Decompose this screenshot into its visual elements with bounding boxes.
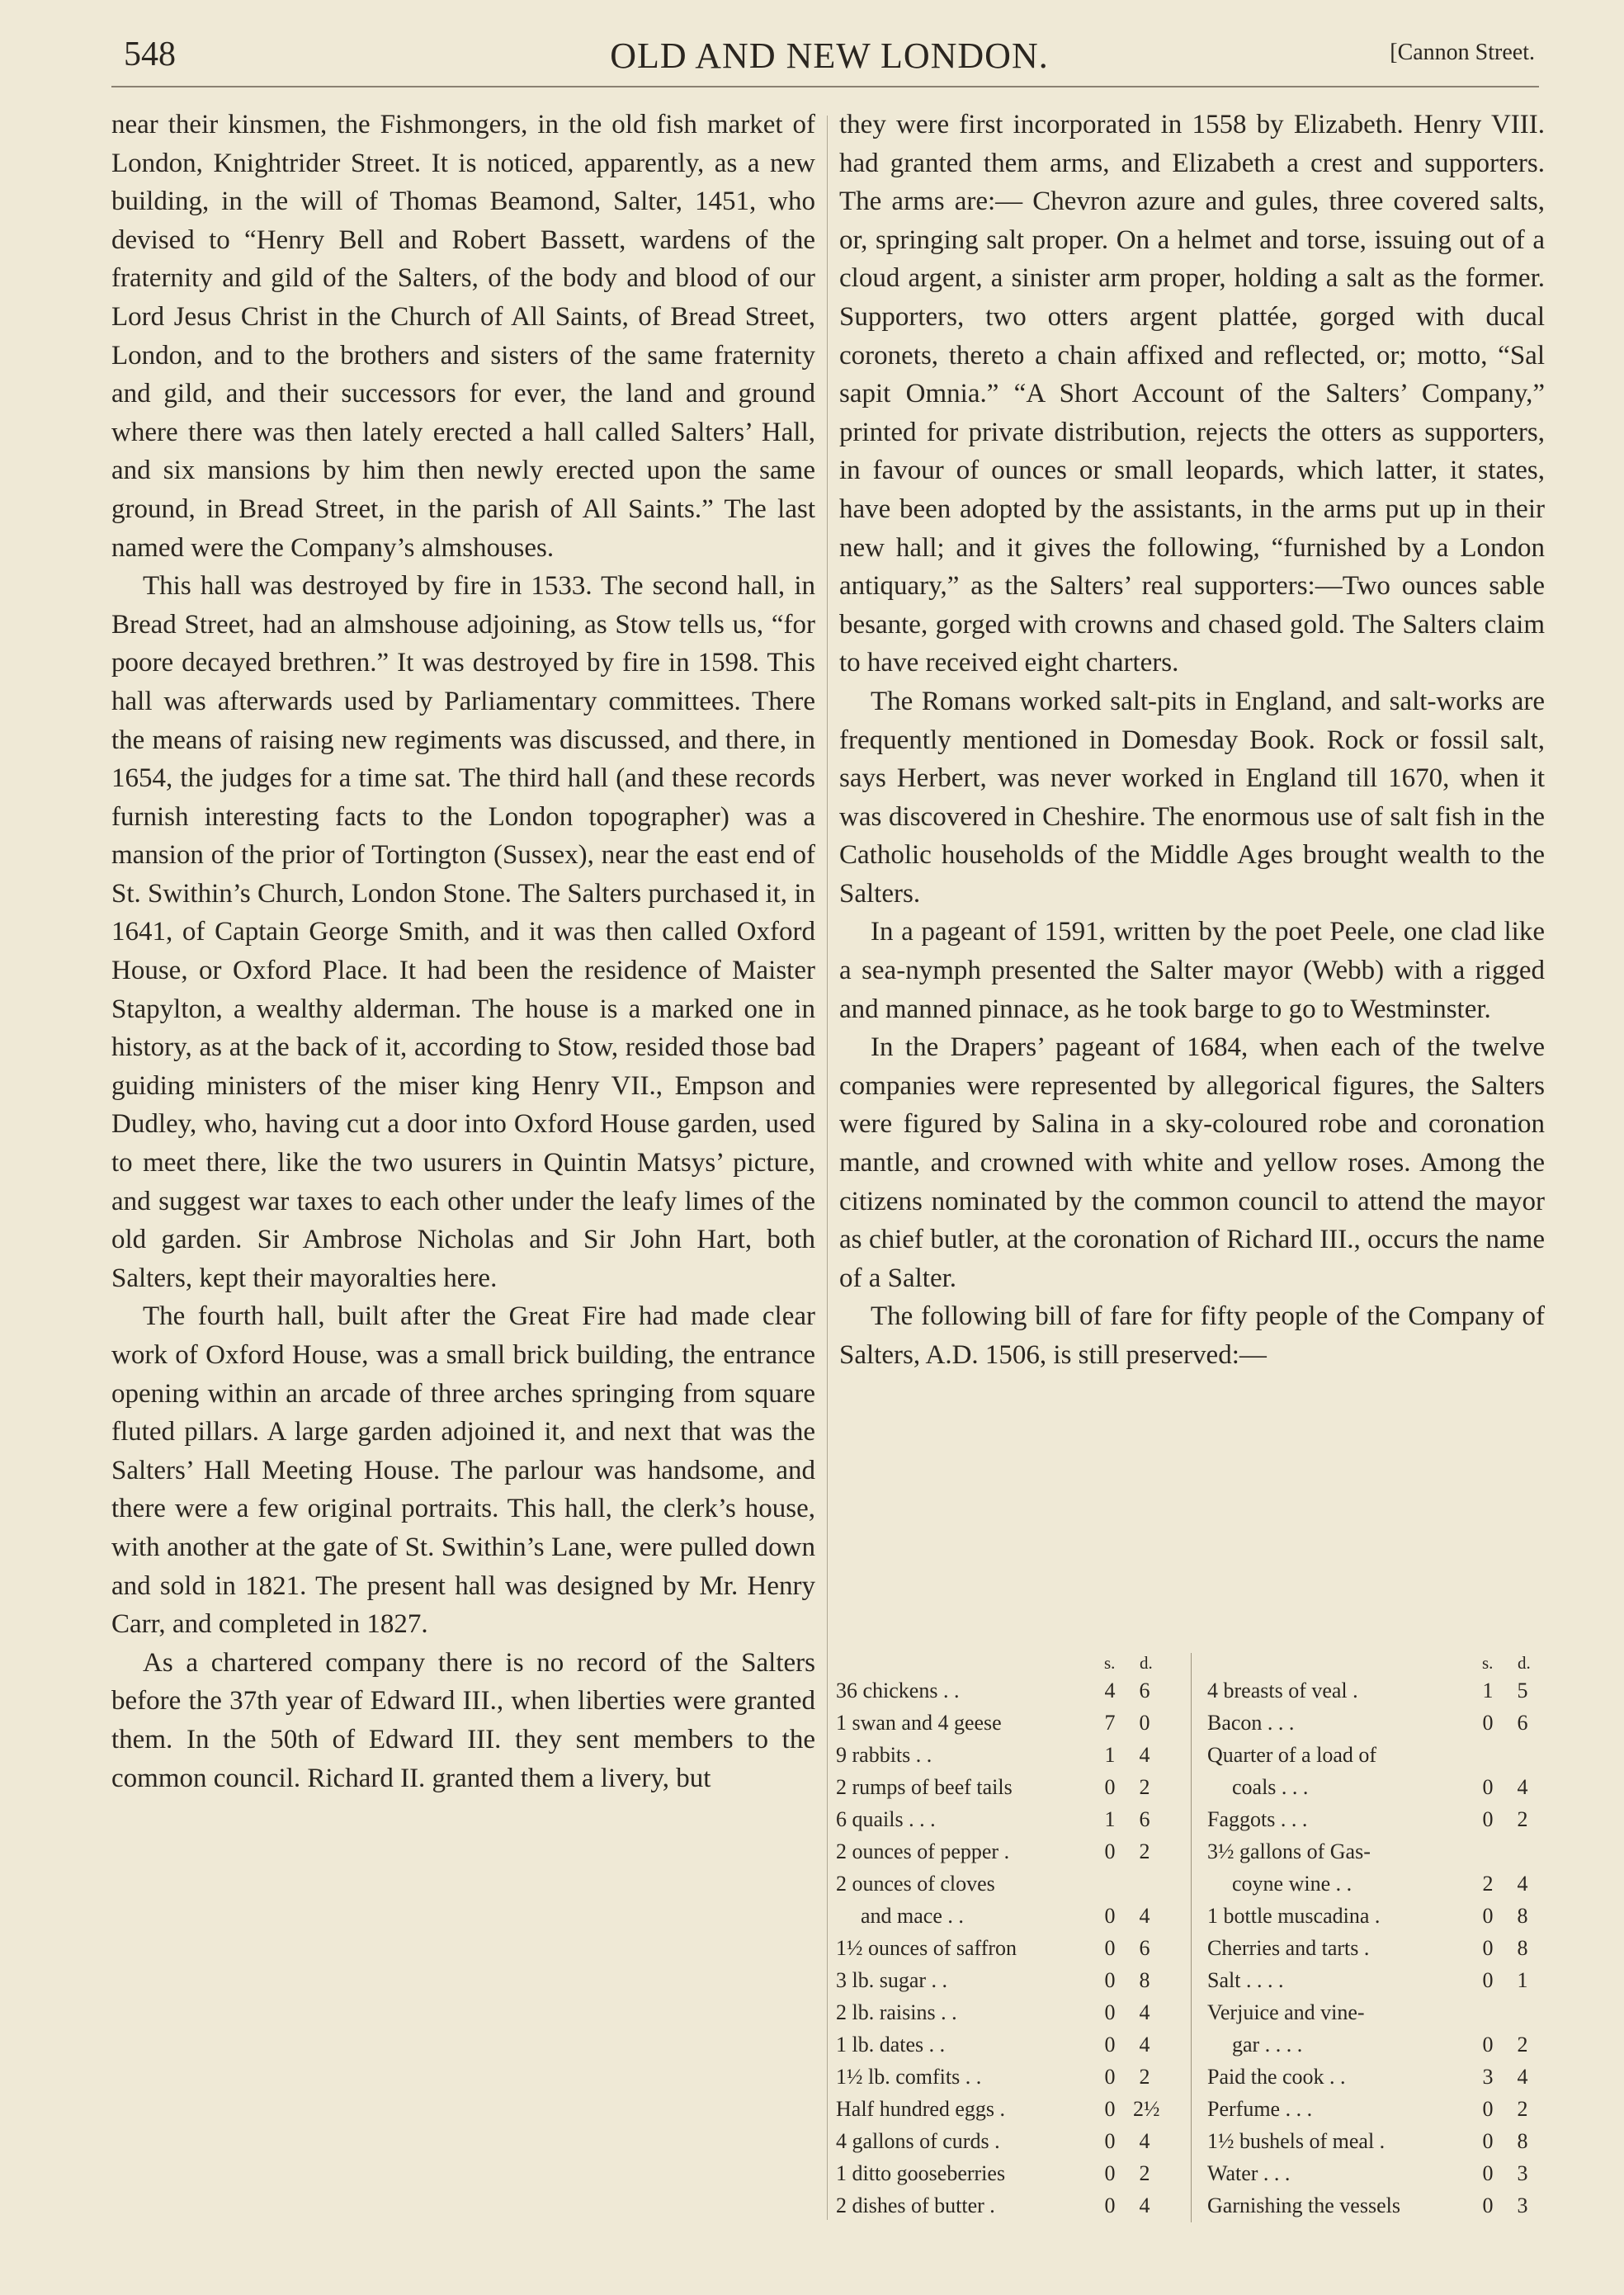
bill-row [836,2028,1174,2061]
bill-item: Bacon . . . [1207,1711,1295,1735]
bill-pence: 8 [1517,1936,1528,1960]
bill-pence: 2½ [1133,2097,1160,2121]
bill-row [836,1932,1174,1964]
bill-shillings: 7 [1104,1711,1116,1735]
bill-column-headers [1207,1653,1546,1674]
bill-shillings: 0 [1482,2097,1494,2121]
bill-row [836,1964,1174,1996]
bill-item: 1 swan and 4 geese [836,1711,1002,1735]
section-label: [Cannon Street. [1390,40,1535,65]
bill-item: and mace . . [861,1904,964,1928]
bill-shillings: 1 [1482,1679,1494,1702]
shillings-header: s. [1482,1653,1494,1673]
bill-item: 9 rabbits . . [836,1743,932,1767]
bill-pence: 0 [1139,1711,1150,1735]
bill-pence: 4 [1517,1872,1528,1896]
bill-item: Half hundred eggs . [836,2097,1006,2121]
bill-row [1207,1900,1546,1932]
bill-row [836,1674,1174,1707]
bill-item: 1 lb. dates . . [836,2033,946,2057]
bill-row [836,2093,1174,2125]
bill-shillings: 0 [1104,2161,1116,2185]
bill-item: coals . . . [1232,1775,1309,1799]
bill-pence: 6 [1139,1936,1150,1960]
bill-shillings: 0 [1104,2193,1116,2217]
bill-pence: 1 [1517,1968,1528,1992]
bill-column-headers [836,1653,1174,1674]
bill-item: 1 ditto gooseberries [836,2161,1006,2185]
bill-row [836,2125,1174,2157]
bill-pence: 4 [1139,1904,1150,1928]
bill-shillings: 0 [1104,1839,1116,1863]
bill-shillings: 0 [1104,2097,1116,2121]
bill-row [836,1707,1174,1739]
bill-row [1207,1707,1546,1739]
bill-row [836,1868,1174,1900]
bill-pence: 3 [1517,2161,1528,2185]
paragraph: The Romans worked salt-pits in England, and salt-works are frequently mentioned in Domesday Book. Rock or fossil salt, says Herbert, was never worked in England till 1670, when it was discovered in Cheshire. The enormous use of salt fish in the Catholic households of the Middle Ages brought wealth to the Salters. [839,686,1545,909]
bill-item: Perfume . . . [1207,2097,1313,2121]
bill-pence: 2 [1139,1839,1150,1863]
bill-row [836,1739,1174,1771]
page-header [124,35,1535,84]
bill-pence: 4 [1139,2129,1150,2153]
shillings-header: s. [1104,1653,1116,1673]
bill-item: 4 breasts of veal . [1207,1679,1358,1702]
bill-row [1207,1674,1546,1707]
bill-row [1207,2028,1546,2061]
bill-left-column [836,1653,1174,2222]
bill-row [836,1803,1174,1835]
bill-shillings: 0 [1104,1904,1116,1928]
paragraph: near their kinsmen, the Fishmongers, in the old fish market of London, Knightrider Street. It is noticed, apparently, as a new building, in the will of Thomas Beamond, Salter, 1451, who devised to “Henry Bell and Robert Bassett, wardens of the fraternity and gild of the Salters, of the body and blood of our Lord Jesus Christ in the Church of All Saints, of Bread Street, London, and to the brothers and sisters of the same fraternity and gild, and their successors for ever, the land and ground where there was then lately erected a hall called Salters’ Hall, and six mansions by him then newly erected upon the same ground, in Bread Street, in the parish of All Saints.” The last named were the Company’s almshouses. [111,110,815,563]
bill-pence: 2 [1139,1775,1150,1799]
bill-row [1207,1835,1546,1868]
bill-item: 36 chickens . . [836,1679,960,1702]
bill-shillings: 2 [1482,1872,1494,1896]
bill-item: 6 quails . . . [836,1807,936,1831]
bill-item: 3 lb. sugar . . [836,1968,948,1992]
bill-row [1207,1996,1546,2028]
bill-row [1207,2157,1546,2189]
bill-row [1207,1739,1546,1771]
bill-shillings: 0 [1482,2161,1494,2185]
bill-row [1207,1964,1546,1996]
bill-row [836,1771,1174,1803]
page-number: 548 [124,35,176,73]
bill-row [836,1996,1174,2028]
bill-row [1207,1868,1546,1900]
running-title: OLD AND NEW LONDON. [610,35,1049,76]
bill-divider [1191,1653,1192,2222]
column-divider [827,116,828,2220]
bill-item: 2 ounces of cloves [836,1872,995,1896]
paragraph: As a chartered company there is no record of the Salters before the 37th year of Edward III., when liberties were granted them. In the 50th of Edward III. they sent members to the common council. Richard II. granted them a livery, but [111,1647,815,1793]
bill-shillings: 0 [1104,1775,1116,1799]
bill-item: Water . . . [1207,2161,1291,2185]
bill-row [836,2061,1174,2093]
bill-item: 4 gallons of curds . [836,2129,1000,2153]
paragraph: The following bill of fare for fifty people of the Company of Salters, A.D. 1506, is still preserved:— [839,1301,1545,1370]
bill-pence: 4 [1517,2065,1528,2089]
bill-pence: 3 [1517,2193,1528,2217]
bill-shillings: 0 [1482,1807,1494,1831]
paragraph: they were first incorporated in 1558 by Elizabeth. Henry VIII. had granted them arms, and Elizabeth a crest and supporters. The arms are:— Chevron azure and gules, three covered salts, or, springing salt proper. On a helmet and torse, issuing out of a cloud argent, a sinister arm proper, holding a salt as the former. Supporters, two otters argent plattée, gorged with ducal coronets, thereto a chain affixed and reflected, or; motto, “Sal sapit Omnia.” “A Short Account of the Salters’ Company,” printed for private distribution, rejects the otters as supporters, in favour of ounces or small leopards, which latter, it states, have been adopted by the assistants, in the arms put up in their new hall; and it gives the following, “furnished by a London antiquary,” as the Salters’ real supporters:—Two ounces sable besante, gorged with crowns and chased gold. The Salters claim to have received eight charters. [839,110,1545,678]
bill-row [1207,1771,1546,1803]
bill-row [1207,1932,1546,1964]
bill-shillings: 4 [1104,1679,1116,1702]
bill-right-column [1207,1653,1546,2222]
bill-shillings: 0 [1482,2193,1494,2217]
bill-row [836,1835,1174,1868]
bill-of-fare-table [836,1653,1548,2231]
bill-pence: 2 [1139,2161,1150,2185]
bill-item: 1½ ounces of saffron [836,1936,1017,1960]
bill-shillings: 0 [1482,2033,1494,2057]
bill-row [836,2157,1174,2189]
bill-shillings: 0 [1482,2129,1494,2153]
bill-item: 2 ounces of pepper . [836,1839,1010,1863]
bill-row [836,2189,1174,2222]
paragraph: This hall was destroyed by fire in 1533. The second hall, in Bread Street, had an almshouse adjoining, as Stow tells us, “for poore decayed brethren.” It was destroyed by fire in 1598. This hall was afterwards used by Parliamentary committees. There the means of raising new regiments was discussed, and there, in 1654, the judges for a time sat. The third hall (and these records furnish interesting facts to the London topographer) was a mansion of the prior of Tortington (Sussex), near the east end of St. Swithin’s Church, London Stone. The Salters purchased it, in 1641, of Captain George Smith, and it was then called Oxford House, or Oxford Place. It had been the residence of Maister Stapylton, a wealthy alderman. The house is a marked one in history, as at the back of it, according to Stow, resided those bad guiding ministers of the miser king Henry VII., Empson and Dudley, who, having cut a door into Oxford House garden, used to meet there, like the two usurers in Quintin Matsys’ picture, and suggest war taxes to each other under the leafy limes of the old garden. Sir Ambrose Nicholas and Sir John Hart, both Salters, kept their mayoralties here. [111,571,815,1293]
bill-pence: 4 [1139,2193,1150,2217]
bill-pence: 6 [1139,1679,1150,1702]
bill-shillings: 0 [1482,1936,1494,1960]
bill-pence: 8 [1139,1968,1150,1992]
bill-item: Garnishing the vessels [1207,2193,1400,2217]
bill-item: Cherries and tarts . [1207,1936,1370,1960]
bill-shillings: 0 [1104,1968,1116,1992]
bill-shillings: 3 [1482,2065,1494,2089]
bill-pence: 4 [1517,1775,1528,1799]
bill-pence: 4 [1139,2000,1150,2024]
bill-row [1207,1803,1546,1835]
bill-pence: 6 [1139,1807,1150,1831]
bill-shillings: 1 [1104,1743,1116,1767]
bill-pence: 2 [1517,2033,1528,2057]
bill-pence: 2 [1517,1807,1528,1831]
pence-header: d. [1518,1653,1531,1673]
bill-shillings: 0 [1104,2065,1116,2089]
left-column [111,106,815,1797]
bill-item: gar . . . . [1232,2033,1303,2057]
bill-item: 1½ bushels of meal . [1207,2129,1386,2153]
bill-item: Salt . . . . [1207,1968,1284,1992]
bill-pence: 2 [1139,2065,1150,2089]
bill-item: 2 dishes of butter . [836,2193,995,2217]
bill-shillings: 0 [1482,1904,1494,1928]
bill-pence: 6 [1517,1711,1528,1735]
bill-shillings: 0 [1482,1711,1494,1735]
bill-shillings: 0 [1482,1968,1494,1992]
bill-row [836,1900,1174,1932]
bill-item: 2 lb. raisins . . [836,2000,957,2024]
bill-item: Verjuice and vine- [1207,2000,1365,2024]
bill-row [1207,2093,1546,2125]
bill-pence: 4 [1139,2033,1150,2057]
bill-item: 1½ lb. comfits . . [836,2065,982,2089]
bill-pence: 2 [1517,2097,1528,2121]
right-column [839,106,1545,1375]
paragraph: The fourth hall, built after the Great Fire had made clear work of Oxford House, was a small brick building, the entrance opening within an arcade of three arches springing from square fluted pillars. A large garden adjoined it, and next that was the Salters’ Hall Meeting House. The parlour was handsome, and there were a few original portraits. This hall, the clerk’s house, with another at the gate of St. Swithin’s Lane, were pulled down and sold in 1821. The present hall was designed by Mr. Henry Carr, and completed in 1827. [111,1301,815,1640]
bill-item: Quarter of a load of [1207,1743,1377,1767]
bill-row [1207,2125,1546,2157]
bill-pence: 5 [1517,1679,1528,1702]
bill-pence: 8 [1517,2129,1528,2153]
bill-row [1207,2061,1546,2093]
bill-shillings: 0 [1104,1936,1116,1960]
bill-shillings: 0 [1104,2129,1116,2153]
bill-pence: 8 [1517,1904,1528,1928]
bill-row [1207,2189,1546,2222]
bill-shillings: 0 [1104,2033,1116,2057]
bill-item: 1 bottle muscadina . [1207,1904,1381,1928]
bill-item: 2 rumps of beef tails [836,1775,1013,1799]
bill-item: coyne wine . . [1232,1872,1353,1896]
bill-item: Faggots . . . [1207,1807,1308,1831]
bill-shillings: 0 [1482,1775,1494,1799]
bill-shillings: 0 [1104,2000,1116,2024]
bill-item: Paid the cook . . [1207,2065,1346,2089]
paragraph: In a pageant of 1591, written by the poet Peele, one clad like a sea-nymph presented the Salter mayor (Webb) with a rigged and manned pinnace, as he took barge to go to Westminster. [839,917,1545,1024]
pence-header: d. [1140,1653,1153,1673]
bill-shillings: 1 [1104,1807,1116,1831]
bill-pence: 4 [1139,1743,1150,1767]
header-rule [111,86,1539,87]
bill-item: 3½ gallons of Gas- [1207,1839,1371,1863]
paragraph: In the Drapers’ pageant of 1684, when each of the twelve companies were represented by allegorical figures, the Salters were figured by Salina in a sky-coloured robe and coronation mantle, and crowned with white and yellow roses. Among the citizens nominated by the common council to attend the mayor as chief butler, at the coronation of Richard III., occurs the name of a Salter. [839,1032,1545,1293]
